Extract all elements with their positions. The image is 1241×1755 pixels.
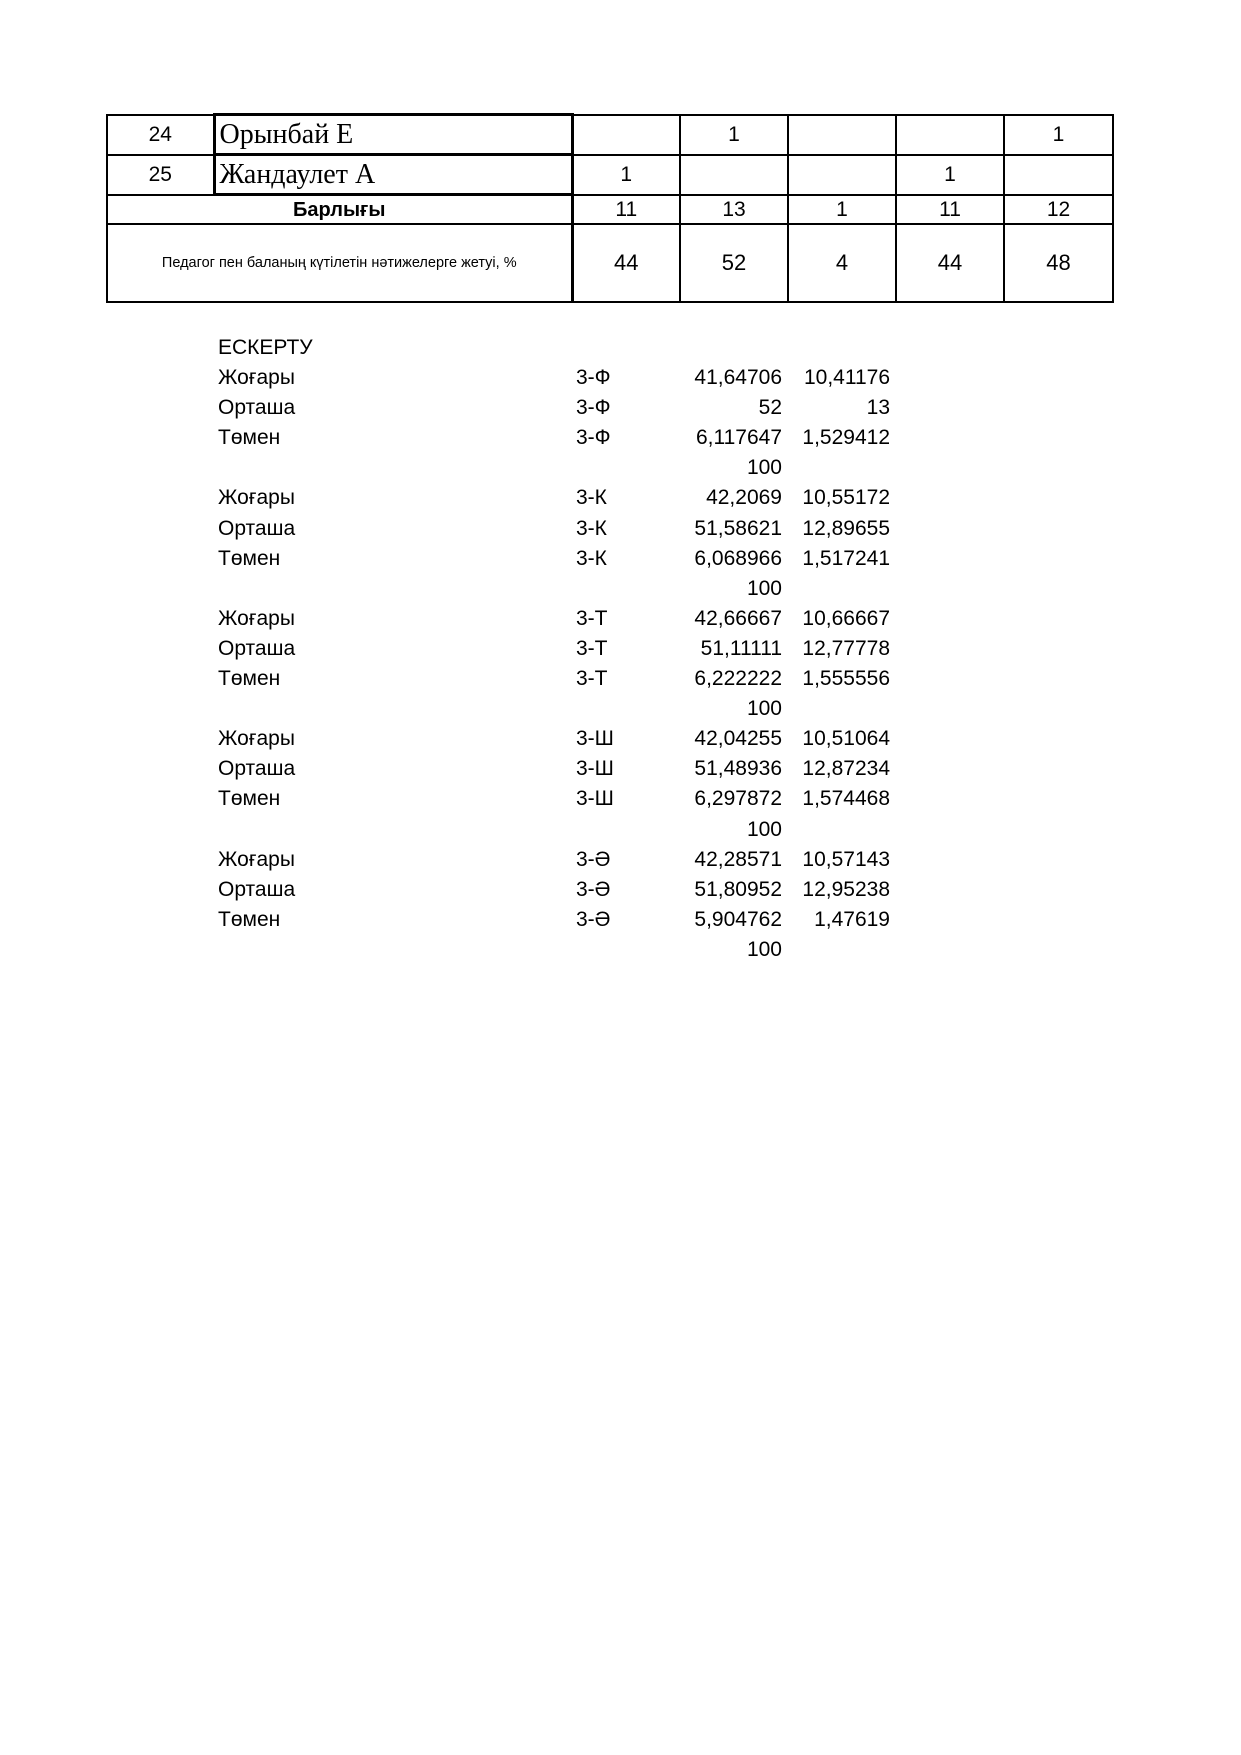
level-label: Жоғары <box>218 486 295 509</box>
table-cell <box>680 155 788 195</box>
percent-value: 5,904762 <box>694 908 782 931</box>
note-title: ЕСКЕРТУ <box>218 336 313 359</box>
count-value: 10,57143 <box>802 848 890 871</box>
total-label: Барлығы <box>107 195 572 225</box>
group-code: 3-К <box>576 517 607 540</box>
level-label: Төмен <box>218 426 281 449</box>
group-code: 3-К <box>576 547 607 570</box>
list-item <box>0 514 1241 544</box>
group-code: 3-Ф <box>576 366 611 389</box>
list-item <box>0 453 1241 483</box>
table-cell: 1 <box>896 155 1004 195</box>
table-cell: 44 <box>896 224 1004 302</box>
percent-value: 6,068966 <box>694 547 782 570</box>
list-item <box>0 935 1241 965</box>
percent-value: 42,04255 <box>694 727 782 750</box>
group-code: 3-Ә <box>576 878 611 901</box>
count-value: 1,555556 <box>802 667 890 690</box>
percent-value: 41,64706 <box>694 366 782 389</box>
percent-value: 52 <box>758 396 782 419</box>
level-label: Жоғары <box>218 607 295 630</box>
level-label: Жоғары <box>218 727 295 750</box>
percent-value: 51,48936 <box>694 757 782 780</box>
count-value: 12,95238 <box>802 878 890 901</box>
list-item <box>0 694 1241 724</box>
group-code: 3-К <box>576 486 607 509</box>
table-cell: 1 <box>788 195 896 225</box>
level-label: Жоғары <box>218 848 295 871</box>
table-cell <box>572 115 680 155</box>
table-cell: 1 <box>680 115 788 155</box>
list-item <box>0 815 1241 845</box>
count-value: 1,574468 <box>802 787 890 810</box>
table-cell <box>788 155 896 195</box>
count-value: 1,529412 <box>802 426 890 449</box>
list-item <box>0 393 1241 423</box>
percent-row <box>107 224 1113 302</box>
table-cell: 48 <box>1004 224 1113 302</box>
percent-value: 100 <box>746 938 782 961</box>
list-item <box>0 784 1241 814</box>
count-value: 10,66667 <box>802 607 890 630</box>
level-label: Жоғары <box>218 366 295 389</box>
level-label: Төмен <box>218 667 281 690</box>
level-label: Орташа <box>218 637 296 660</box>
results-table <box>106 113 1114 303</box>
table-cell: 44 <box>572 224 680 302</box>
table-row <box>107 155 1113 195</box>
percent-value: 42,28571 <box>694 848 782 871</box>
percent-value: 42,2069 <box>706 486 782 509</box>
level-label: Орташа <box>218 757 296 780</box>
level-label: Төмен <box>218 908 281 931</box>
list-item <box>0 423 1241 453</box>
percent-value: 100 <box>746 818 782 841</box>
table-cell: 1 <box>1004 115 1113 155</box>
list-item <box>0 845 1241 875</box>
group-code: 3-Ә <box>576 908 611 931</box>
list-item <box>0 724 1241 754</box>
percent-value: 51,58621 <box>694 517 782 540</box>
percent-value: 100 <box>746 697 782 720</box>
level-label: Төмен <box>218 787 281 810</box>
group-code: 3-Т <box>576 637 608 660</box>
count-value: 12,89655 <box>802 517 890 540</box>
group-code: 3-Ф <box>576 396 611 419</box>
list-item <box>0 664 1241 694</box>
list-item <box>0 574 1241 604</box>
list-item <box>0 875 1241 905</box>
table-cell <box>896 115 1004 155</box>
table-cell: 12 <box>1004 195 1113 225</box>
group-code: 3-Т <box>576 607 608 630</box>
percent-label: Педагог пен баланың күтілетін нәтижелерге жетуі, % <box>107 224 572 302</box>
row-number: 25 <box>107 155 214 195</box>
table-cell: 52 <box>680 224 788 302</box>
group-code: 3-Ш <box>576 787 614 810</box>
level-label: Орташа <box>218 517 296 540</box>
count-value: 12,77778 <box>802 637 890 660</box>
group-code: 3-Ш <box>576 727 614 750</box>
percent-value: 42,66667 <box>694 607 782 630</box>
level-label: Төмен <box>218 547 281 570</box>
list-item <box>0 483 1241 513</box>
group-code: 3-Ш <box>576 757 614 780</box>
total-row <box>107 195 1113 225</box>
count-value: 1,517241 <box>802 547 890 570</box>
table-cell: 11 <box>572 195 680 225</box>
list-item <box>0 634 1241 664</box>
group-code: 3-Ф <box>576 426 611 449</box>
table-cell: 4 <box>788 224 896 302</box>
list-item <box>0 754 1241 784</box>
percent-value: 6,297872 <box>694 787 782 810</box>
list-item <box>0 905 1241 935</box>
count-value: 10,41176 <box>803 366 890 389</box>
table-row <box>107 115 1113 155</box>
row-number: 24 <box>107 115 214 155</box>
table-cell: 11 <box>896 195 1004 225</box>
table-cell: 13 <box>680 195 788 225</box>
percent-value: 100 <box>746 456 782 479</box>
percent-value: 6,222222 <box>694 667 782 690</box>
student-name: Орынбай Е <box>214 115 572 155</box>
list-item <box>0 363 1241 393</box>
group-code: 3-Ә <box>576 848 611 871</box>
count-value: 1,47619 <box>814 908 890 931</box>
percent-value: 51,80952 <box>694 878 782 901</box>
table-cell <box>788 115 896 155</box>
level-label: Орташа <box>218 878 296 901</box>
level-label: Орташа <box>218 396 296 419</box>
count-value: 12,87234 <box>802 757 890 780</box>
table-cell <box>1004 155 1113 195</box>
percent-value: 6,117647 <box>695 426 782 449</box>
list-item <box>0 544 1241 574</box>
count-value: 10,55172 <box>802 486 890 509</box>
percent-value: 51,11111 <box>700 637 782 660</box>
percent-value: 100 <box>746 577 782 600</box>
student-name: Жандаулет А <box>214 155 572 195</box>
count-value: 10,51064 <box>802 727 890 750</box>
list-item <box>0 604 1241 634</box>
note-title-row <box>0 333 1241 363</box>
table-cell: 1 <box>572 155 680 195</box>
group-code: 3-Т <box>576 667 608 690</box>
count-value: 13 <box>866 396 890 419</box>
